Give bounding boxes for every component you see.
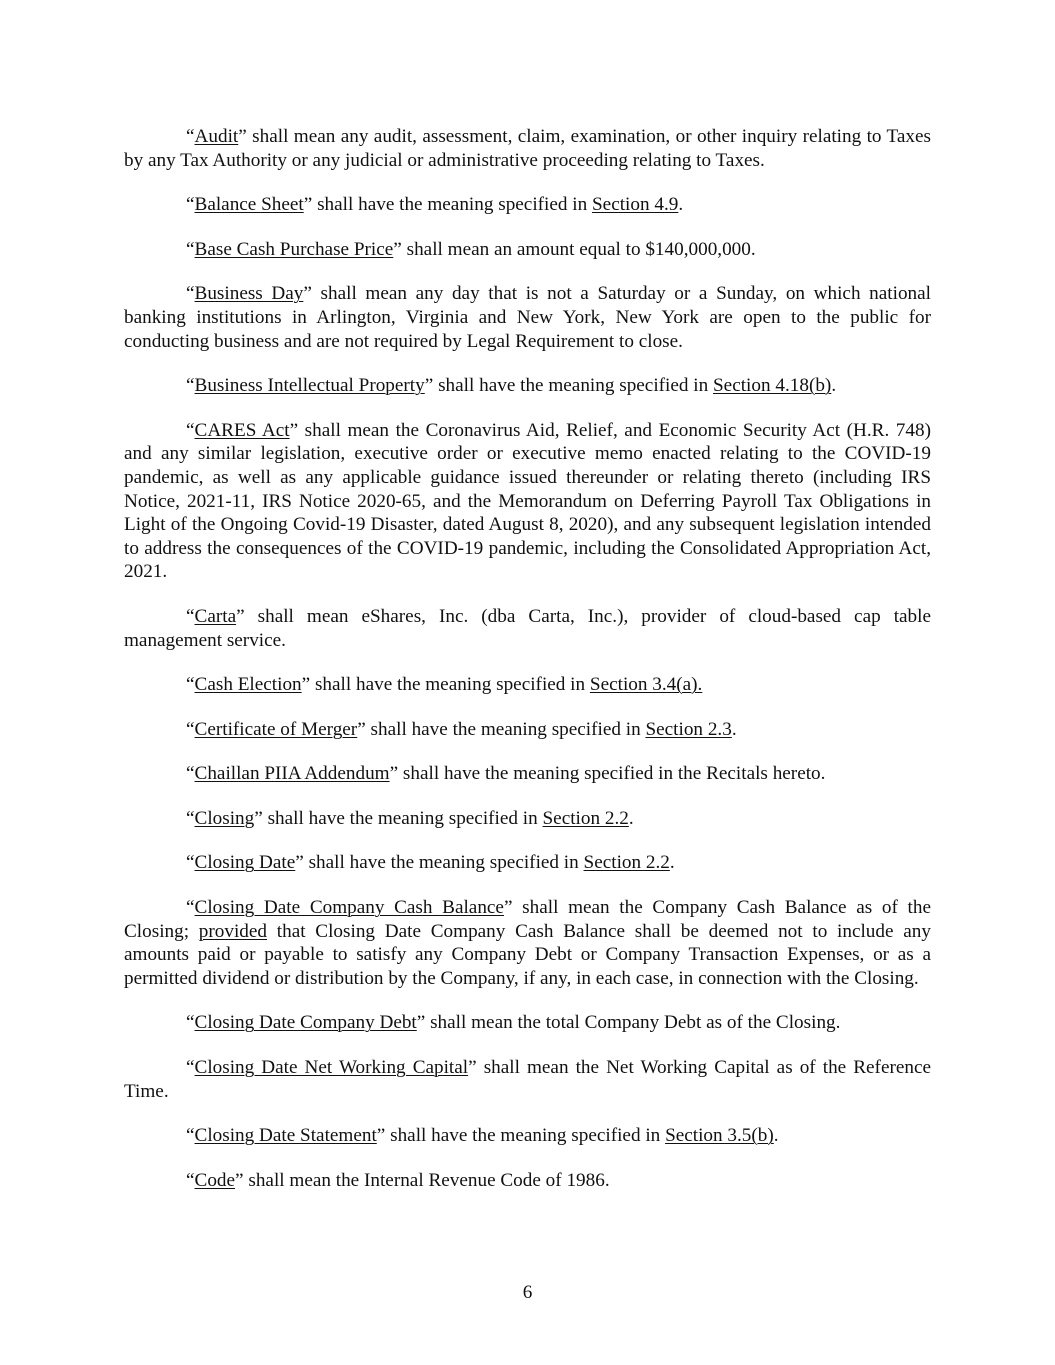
section-reference: Section 2.2 (583, 852, 670, 874)
close-quote: ” (236, 605, 245, 627)
definition-text: shall mean any audit, assessment, claim, examination, or other inquiry relating to Taxes by any Tax Authority or any judicial or administrative proceeding relating to Taxes. (124, 126, 931, 171)
open-quote: “ (186, 283, 195, 305)
close-quote: ” (376, 1125, 386, 1147)
open-quote: “ (186, 674, 195, 696)
defined-term: Closing Date Company Cash Balance (194, 897, 504, 919)
definition-text: shall mean the Net Working Capital as of the Reference Time. (124, 1057, 931, 1102)
definition-text: . (731, 718, 737, 740)
defined-term: Cash Election (194, 674, 302, 696)
definition-paragraph (124, 896, 931, 990)
close-quote: ” (301, 674, 311, 696)
definition-text: shall have the meaning specified in (310, 674, 590, 696)
definition-text: shall have the meaning specified in (303, 852, 584, 874)
open-quote: “ (186, 375, 195, 397)
definition-text: shall have the meaning specified in (312, 194, 593, 216)
close-quote: ” (503, 897, 513, 919)
definition-paragraph (124, 193, 931, 217)
defined-term: Code (194, 1169, 236, 1191)
close-quote: ” (295, 852, 304, 874)
open-quote: “ (186, 807, 195, 829)
defined-term: Closing Date (194, 852, 296, 874)
close-quote: ” (424, 375, 434, 397)
definition-paragraph (124, 1011, 931, 1035)
section-reference: Section 4.9 (592, 194, 679, 216)
close-quote: ” (389, 763, 399, 785)
defined-term: CARES Act (194, 419, 290, 441)
definition-paragraph (124, 282, 931, 353)
close-quote: ” (289, 419, 299, 441)
close-quote: ” (303, 194, 313, 216)
definition-text: . (773, 1125, 779, 1147)
open-quote: “ (186, 238, 195, 260)
defined-term: Business Intellectual Property (194, 375, 425, 397)
definition-paragraph (124, 419, 931, 584)
definition-text: shall have the meaning specified in (365, 718, 646, 740)
open-quote: “ (186, 852, 195, 874)
defined-term: Closing Date Company Debt (194, 1012, 417, 1034)
open-quote: “ (186, 1125, 195, 1147)
definition-text: shall mean the total Company Debt as of the Closing. (425, 1012, 841, 1034)
definition-paragraph (124, 374, 931, 398)
definition-text: shall mean the Company Cash Balance as of the Closing; (124, 897, 931, 942)
definition-paragraph (124, 238, 931, 262)
defined-term: Balance Sheet (194, 194, 304, 216)
open-quote: “ (186, 194, 195, 216)
definition-text: shall mean the Coronavirus Aid, Relief, and Economic Security Act (H.R. 748) and any similar legislation, executive order or executive memo enacted relating to the COVID-19 pandemic, as well as any applicable guidance issued thereunder or relating thereto (including IRS Notice, 2021-11, IRS Notice 2020-65, and the Memorandum on Deferring Payroll Tax Obligations in Light of the Ongoing Covid-19 Disaster, dated August 8, 2020), and any subsequent legislation intended to address the consequences of the COVID-19 pandemic, including the Consolidated Appropriation Act, 2021. (124, 419, 931, 583)
close-quote: ” (254, 807, 263, 829)
definition-paragraph (124, 807, 931, 831)
definition-text: shall have the meaning specified in (262, 807, 543, 829)
open-quote: “ (186, 419, 195, 441)
definition-paragraph (124, 718, 931, 742)
definition-text: shall have the meaning specified in the Recitals hereto. (398, 763, 826, 785)
section-reference: Section 3.4(a). (589, 674, 703, 696)
defined-term: Base Cash Purchase Price (194, 238, 394, 260)
definition-text: shall mean any day that is not a Saturday or a Sunday, on which national banking institutions in Arlington, Virginia and New York, New York are open to the public for conducting business and are not required by Legal Requirement to close. (124, 283, 931, 352)
open-quote: “ (186, 718, 195, 740)
document-page-body (124, 125, 931, 1213)
definition-paragraph (124, 125, 931, 172)
defined-term: Chaillan PIIA Addendum (194, 763, 390, 785)
definition-text: shall have the meaning specified in (433, 375, 714, 397)
defined-term: Certificate of Merger (194, 718, 358, 740)
close-quote: ” (468, 1057, 477, 1079)
section-reference: Section 3.5(b) (665, 1125, 774, 1147)
open-quote: “ (186, 1169, 195, 1191)
definition-paragraph (124, 762, 931, 786)
section-reference: Section 2.2 (542, 807, 629, 829)
open-quote: “ (186, 763, 195, 785)
defined-term: Audit (194, 126, 239, 147)
definition-paragraph (124, 851, 931, 875)
definition-text: shall mean an amount equal to $140,000,000. (401, 238, 756, 260)
close-quote: ” (393, 238, 402, 260)
open-quote: “ (186, 1057, 195, 1079)
defined-term: Closing (194, 807, 255, 829)
defined-term: Closing Date Net Working Capital (194, 1057, 469, 1079)
definition-paragraph (124, 673, 931, 697)
definition-text: . (678, 194, 684, 216)
section-reference: Section 4.18(b) (713, 375, 832, 397)
definition-text: shall mean eShares, Inc. (dba Carta, Inc.), provider of cloud-based cap table management service. (124, 605, 931, 651)
definition-text: shall mean the Internal Revenue Code of 1986. (243, 1169, 610, 1191)
definition-paragraph (124, 605, 931, 652)
definition-text: . (628, 807, 634, 829)
close-quote: ” (235, 1169, 244, 1191)
open-quote: “ (186, 1012, 195, 1034)
section-reference: provided (198, 920, 268, 942)
close-quote: ” (416, 1012, 426, 1034)
close-quote: ” (357, 718, 366, 740)
definition-text: . (669, 852, 675, 874)
defined-term: Carta (194, 605, 237, 627)
close-quote: ” (238, 126, 247, 147)
close-quote: ” (303, 283, 312, 305)
definition-paragraph (124, 1169, 931, 1193)
defined-term: Closing Date Statement (194, 1125, 377, 1147)
defined-term: Business Day (194, 283, 304, 305)
open-quote: “ (186, 897, 195, 919)
page-number: 6 (522, 1282, 533, 1303)
open-quote: “ (186, 126, 195, 147)
definition-text: that Closing Date Company Cash Balance shall be deemed not to include any amounts paid or payable to satisfy any Company Debt or Company Transaction Expenses, or as a permitted dividend or distribution by the Company, if any, in each case, in connection with the Closing. (124, 920, 931, 989)
definition-paragraph (124, 1056, 931, 1103)
section-reference: Section 2.3 (645, 718, 732, 740)
open-quote: “ (186, 605, 195, 627)
definition-text: . (831, 375, 837, 397)
definition-text: shall have the meaning specified in (385, 1125, 666, 1147)
definition-paragraph (124, 1124, 931, 1148)
